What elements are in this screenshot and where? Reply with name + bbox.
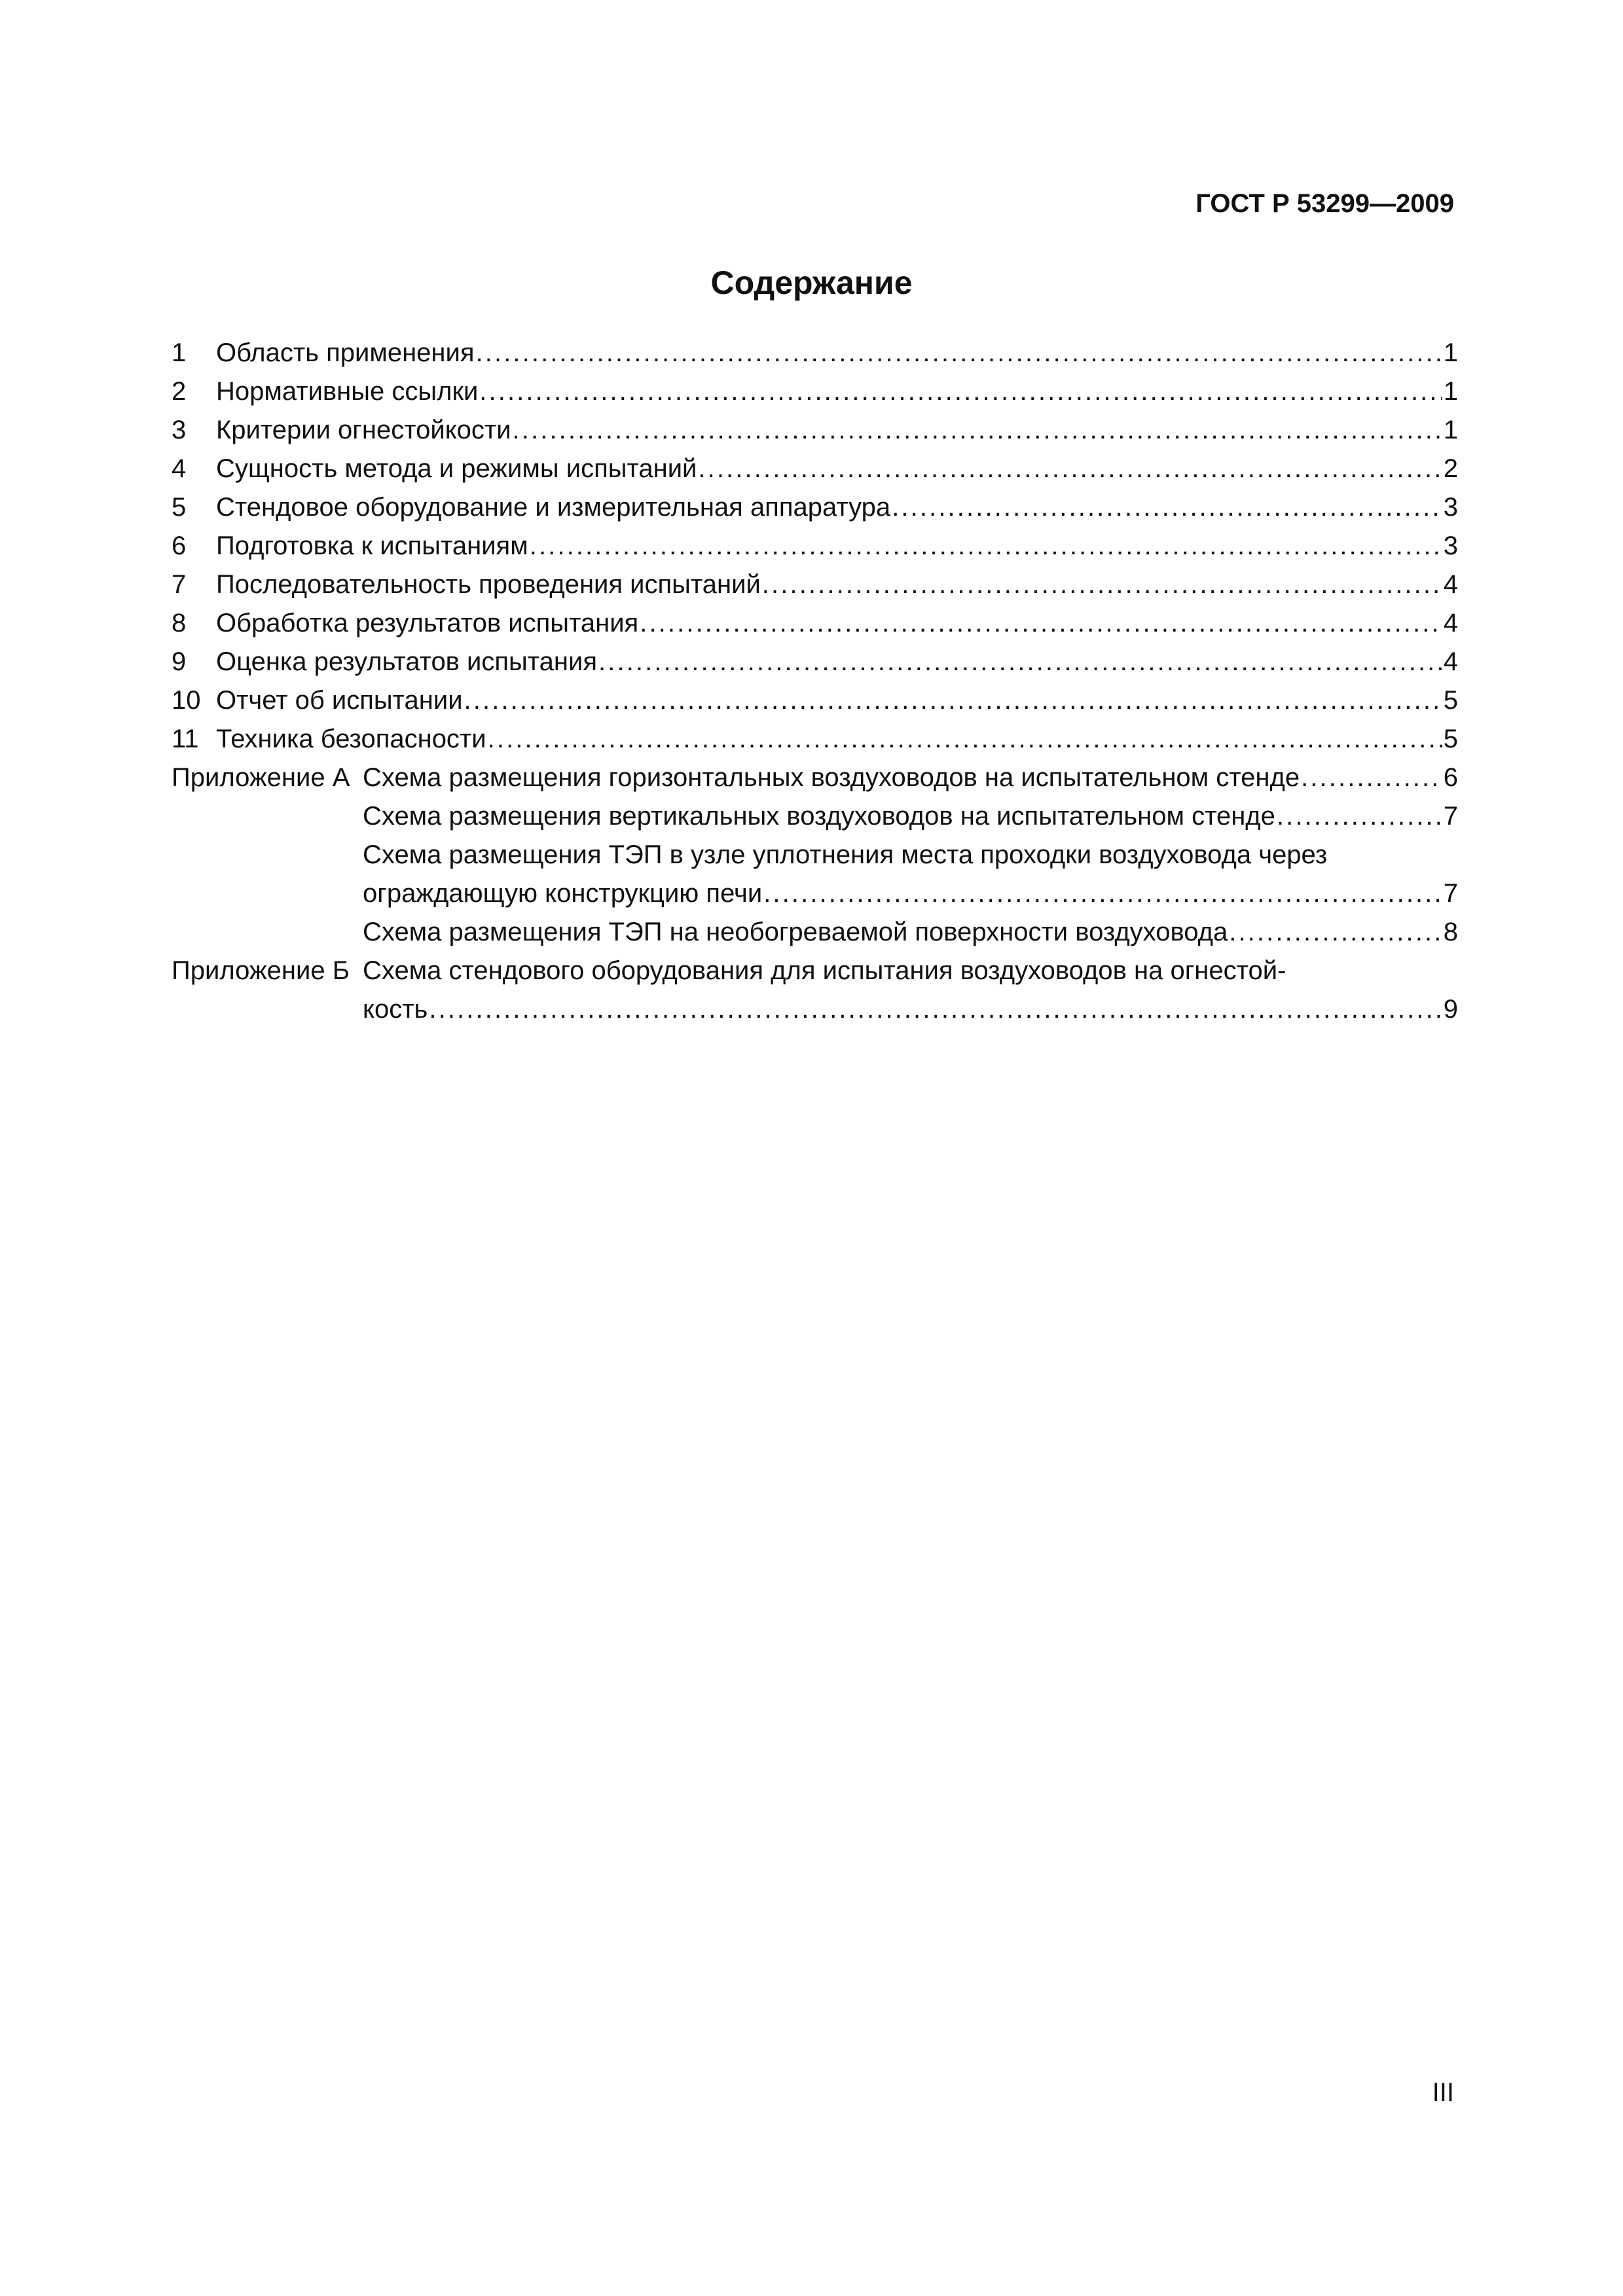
toc-entry-page: 5 [1443, 686, 1458, 715]
document-code: ГОСТ Р 53299—2009 [1195, 189, 1454, 218]
toc-entry-number: 6 [172, 531, 187, 560]
appendix-entry-page: 7 [1443, 802, 1458, 831]
dot-leader [530, 527, 1442, 565]
toc-entry-number: 4 [172, 454, 187, 483]
toc-entry-number: 10 [172, 686, 201, 715]
toc-entry-page: 2 [1443, 454, 1458, 483]
dot-leader [892, 488, 1442, 527]
page-number: III [1432, 2078, 1454, 2107]
dot-leader [640, 604, 1442, 643]
page-title: Содержание [710, 264, 913, 301]
toc-entry[interactable] [172, 334, 1458, 372]
dot-leader [479, 372, 1442, 411]
toc-entry-title: Обработка результатов испытания [216, 609, 639, 637]
appendix-a-entry[interactable] [172, 797, 1458, 836]
toc-entry[interactable] [172, 720, 1458, 759]
appendix-entry-title-line1: Схема стендового оборудования для испытания воздуховодов на огнестой- [363, 956, 1286, 985]
appendix-entry-title: Схема размещения вертикальных воздуховодов на испытательном стенде [363, 802, 1275, 831]
appendix-entry-title-line2: ограждающую конструкцию печи [363, 879, 763, 908]
toc-entry-page: 1 [1443, 416, 1458, 444]
toc-entry-number: 9 [172, 647, 187, 676]
dot-leader [762, 565, 1442, 604]
appendix-b-label: Приложение Б [172, 956, 350, 985]
toc-entry-number: 2 [172, 377, 187, 406]
appendix-entry-title: Схема размещения ТЭП на необогреваемой поверхности воздуховода [363, 918, 1228, 946]
toc-entry-page: 4 [1443, 609, 1458, 637]
toc-entry-title: Область применения [216, 338, 475, 367]
toc-entry-title: Критерии огнестойкости [216, 416, 511, 444]
dot-leader [698, 450, 1442, 488]
toc-entry-number: 3 [172, 416, 187, 444]
toc-entry-title: Подготовка к испытаниям [216, 531, 528, 560]
toc-entry-page: 4 [1443, 647, 1458, 676]
toc-entry[interactable] [172, 450, 1458, 488]
dot-leader [763, 874, 1442, 913]
toc-entry[interactable] [172, 372, 1458, 411]
toc-entry-title: Последовательность проведения испытаний [216, 570, 761, 599]
toc-entry[interactable] [172, 565, 1458, 604]
dot-leader [598, 643, 1442, 681]
dot-leader [513, 411, 1442, 450]
appendix-entry-page: 9 [1443, 995, 1458, 1024]
toc-entry-number: 5 [172, 493, 187, 522]
toc-entry-page: 1 [1443, 338, 1458, 367]
toc-entry-title: Нормативные ссылки [216, 377, 479, 406]
toc-entry[interactable] [172, 527, 1458, 565]
appendix-a-entry-line2[interactable] [172, 874, 1458, 913]
toc-entry-number: 1 [172, 338, 187, 367]
toc-entry[interactable] [172, 643, 1458, 681]
dot-leader [464, 681, 1442, 720]
dot-leader [1277, 797, 1442, 836]
toc-entry-title: Стендовое оборудование и измерительная аппаратура [216, 493, 891, 522]
toc-entry-title: Отчет об испытании [216, 686, 463, 715]
toc-entry-page: 5 [1443, 725, 1458, 753]
toc-entry-number: 7 [172, 570, 187, 599]
appendix-a-entry-line1[interactable] [172, 836, 1458, 874]
dot-leader [1229, 913, 1442, 952]
toc-entry-number: 8 [172, 609, 187, 637]
toc-entry-page: 4 [1443, 570, 1458, 599]
appendix-entry-title: Схема размещения горизонтальных воздуховодов на испытательном стенде [363, 763, 1300, 792]
toc-entry[interactable] [172, 411, 1458, 450]
appendix-entry-title-line2: кость [363, 995, 428, 1024]
appendix-a-label: Приложение А [172, 763, 350, 792]
appendix-a-entry[interactable] [172, 913, 1458, 952]
dot-leader [488, 720, 1442, 759]
table-of-contents [172, 334, 1458, 1029]
appendix-entry-title-line1: Схема размещения ТЭП в узле уплотнения места проходки воздуховода через [363, 840, 1328, 869]
toc-entry[interactable] [172, 604, 1458, 643]
appendix-b [172, 952, 1458, 1029]
dot-leader [429, 990, 1442, 1029]
toc-entry-number: 11 [172, 725, 199, 753]
toc-entry-page: 3 [1443, 531, 1458, 560]
dot-leader [476, 334, 1442, 372]
toc-entry-title: Техника безопасности [216, 725, 486, 753]
toc-entry-title: Сущность метода и режимы испытаний [216, 454, 697, 483]
toc-entry-page: 1 [1443, 377, 1458, 406]
appendix-a [172, 759, 1458, 952]
toc-entry-title: Оценка результатов испытания [216, 647, 598, 676]
appendix-a-entry[interactable] [172, 759, 1458, 797]
appendix-entry-page: 7 [1443, 879, 1458, 908]
toc-entry[interactable] [172, 681, 1458, 720]
appendix-b-entry-line1[interactable] [172, 952, 1458, 990]
appendix-b-entry-line2[interactable] [172, 990, 1458, 1029]
toc-entry-page: 3 [1443, 493, 1458, 522]
appendix-entry-page: 6 [1443, 763, 1458, 792]
appendix-entry-page: 8 [1443, 918, 1458, 946]
dot-leader [1301, 759, 1442, 797]
toc-entry[interactable] [172, 488, 1458, 527]
